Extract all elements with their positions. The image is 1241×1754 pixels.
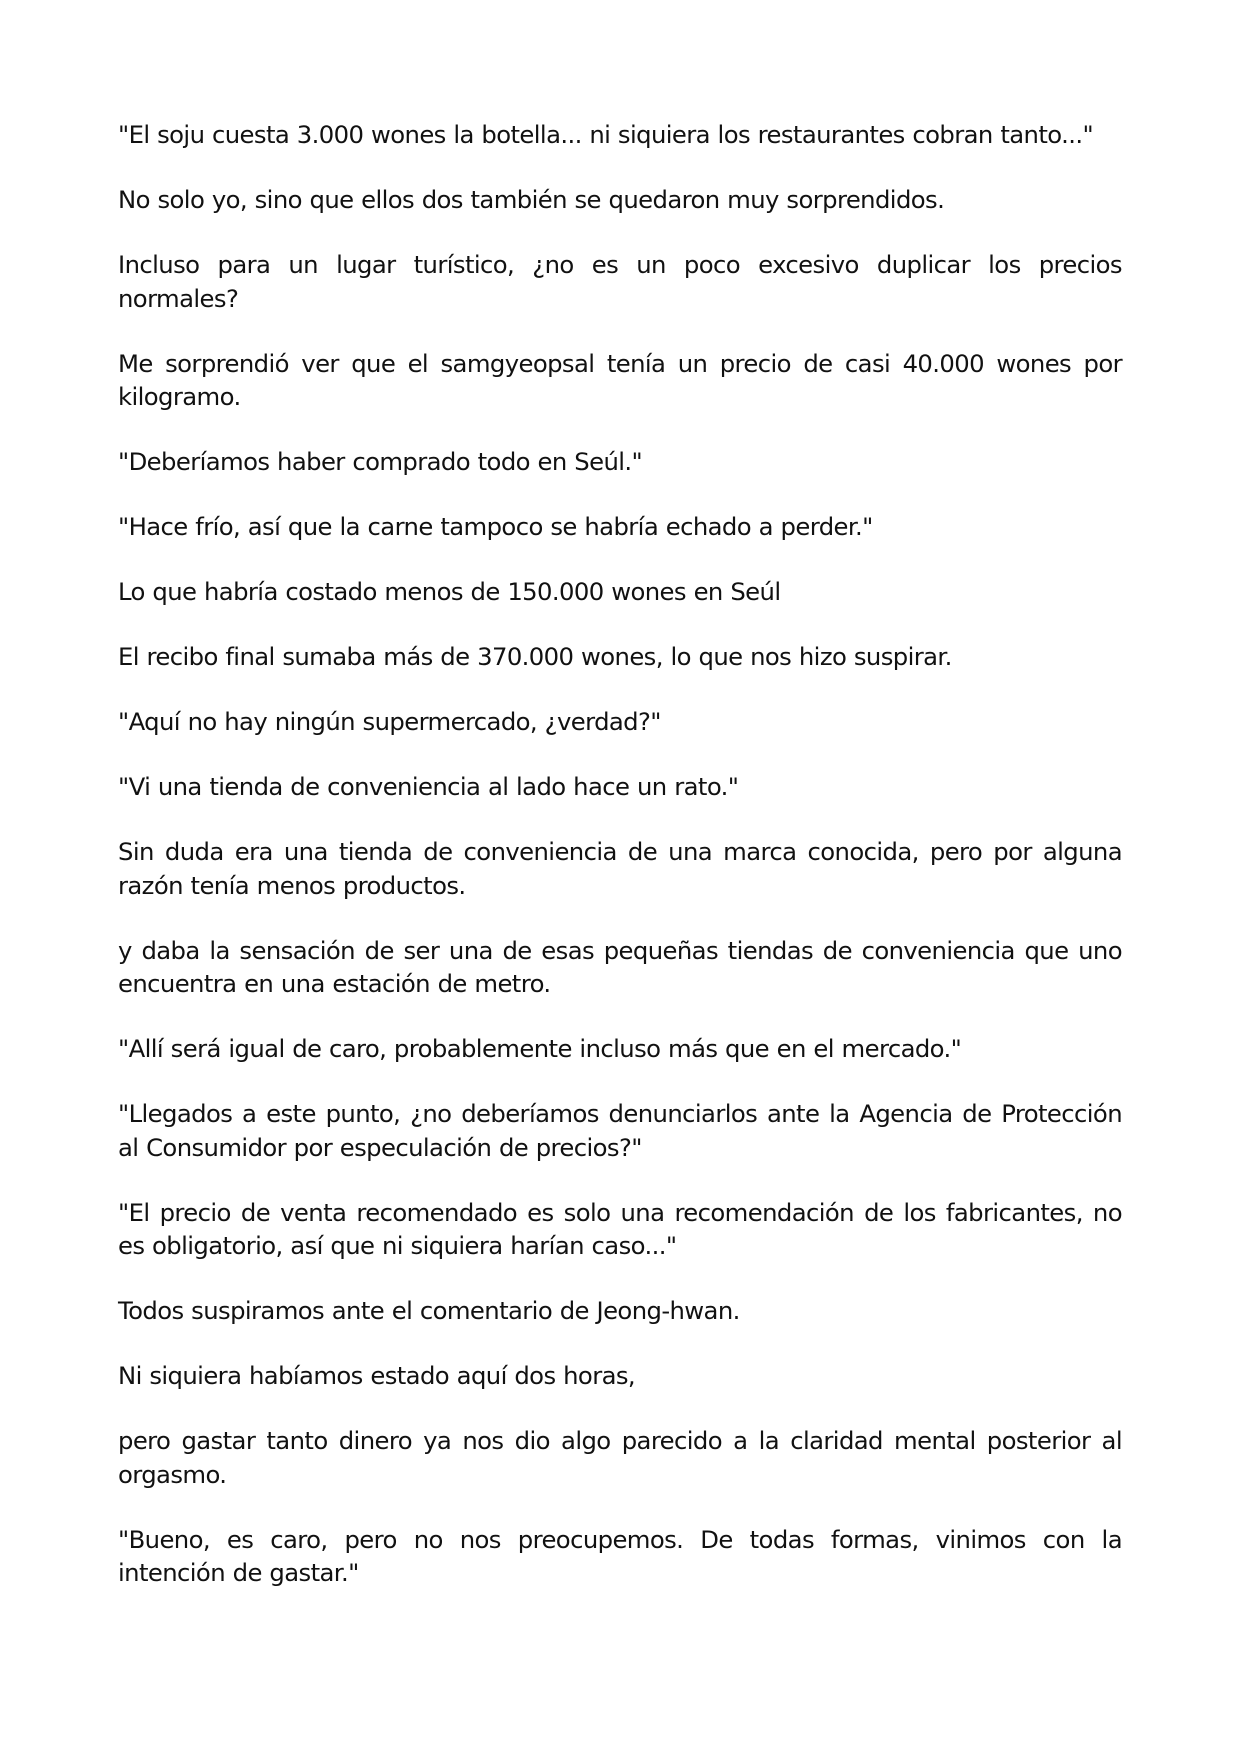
paragraph: "El soju cuesta 3.000 wones la botella... ni siquiera los restaurantes cobran tanto...": [118, 120, 1094, 149]
paragraph: "El precio de venta recomendado es solo una recomendación de los fabricantes, no es obligatorio, así que ni siquiera harían caso...": [118, 1197, 1122, 1260]
paragraph: "Llegados a este punto, ¿no deberíamos denunciarlos ante la Agencia de Protección al Consumidor por especulación de precios?": [118, 1099, 1122, 1162]
paragraph: "Aquí no hay ningún supermercado, ¿verdad?": [118, 707, 661, 736]
paragraph: No solo yo, sino que ellos dos también se quedaron muy sorprendidos.: [118, 185, 945, 214]
paragraph: Todos suspiramos ante el comentario de Jeong-hwan.: [118, 1296, 740, 1325]
paragraph: Incluso para un lugar turístico, ¿no es un poco excesivo duplicar los precios normales?: [118, 250, 1122, 313]
paragraph: "Bueno, es caro, pero no nos preocupemos. De todas formas, vinimos con la intención de gastar.": [118, 1524, 1122, 1587]
paragraph: "Vi una tienda de conveniencia al lado hace un rato.": [118, 772, 739, 801]
paragraph: Sin duda era una tienda de conveniencia de una marca conocida, pero por alguna razón tenía menos productos.: [118, 837, 1122, 900]
paragraph: "Hace frío, así que la carne tampoco se habría echado a perder.": [118, 512, 873, 541]
paragraph: Me sorprendió ver que el samgyeopsal tenía un precio de casi 40.000 wones por kilogramo.: [118, 348, 1122, 411]
paragraph: y daba la sensación de ser una de esas pequeñas tiendas de conveniencia que uno encuentra en una estación de metro.: [118, 935, 1122, 998]
paragraph: "Allí será igual de caro, probablemente incluso más que en el mercado.": [118, 1034, 962, 1063]
paragraph: El recibo final sumaba más de 370.000 wones, lo que nos hizo suspirar.: [118, 642, 952, 671]
paragraph: "Deberíamos haber comprado todo en Seúl.": [118, 447, 643, 476]
paragraph: pero gastar tanto dinero ya nos dio algo parecido a la claridad mental posterior al orgasmo.: [118, 1426, 1122, 1489]
paragraph: Ni siquiera habíamos estado aquí dos horas,: [118, 1361, 636, 1390]
paragraph: Lo que habría costado menos de 150.000 wones en Seúl: [118, 577, 781, 606]
body-text: [118, 118, 1122, 1621]
